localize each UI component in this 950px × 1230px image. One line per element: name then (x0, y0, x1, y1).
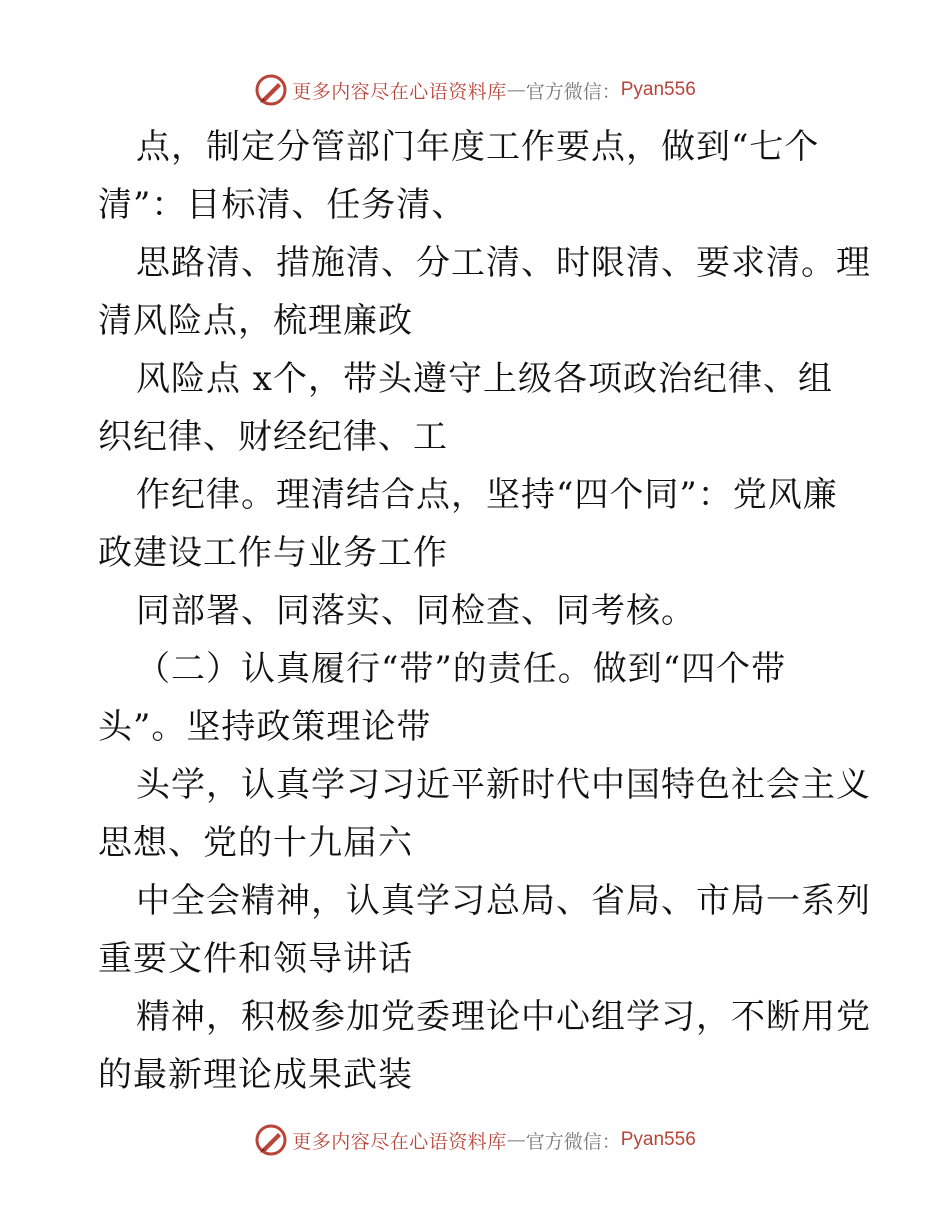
footer-brand-text: 更多内容尽在心语资料库 (292, 1130, 507, 1153)
text-line: 头”。坚持政策理论带 (98, 707, 432, 747)
text-line: 思路清、措施清、分工清、时限清、要求清。理 (136, 243, 871, 283)
text-line: 中全会精神，认真学习总局、省局、市局一系列 (136, 881, 871, 921)
document-body (98, 118, 871, 1104)
text-line: 织纪律、财经纪律、工 (98, 417, 448, 457)
text-line: 思想、党的十九届六 (98, 823, 413, 863)
header-brand-text: 更多内容尽在心语资料库 (292, 80, 507, 103)
header-watermark (0, 70, 950, 110)
text-line: 同部署、同落实、同检查、同考核。 (136, 591, 696, 631)
footer-wechat-id: Pyan556 (620, 1129, 696, 1150)
text-line: 点，制定分管部门年度工作要点，做到“七个 (136, 127, 820, 167)
text-line: 头学，认真学习习近平新时代中国特色社会主义 (136, 765, 871, 805)
pen-logo-icon (254, 73, 288, 107)
header-wechat-label: 官方微信： (525, 80, 621, 103)
text-line: 清风险点，梳理廉政 (98, 301, 413, 341)
pen-logo-icon (254, 1123, 288, 1157)
text-line: 清”：目标清、任务清、 (98, 185, 467, 225)
text-line: 的最新理论成果武装 (98, 1055, 413, 1095)
header-dash: — (506, 79, 526, 101)
text-line: 重要文件和领导讲话 (98, 939, 413, 979)
footer-dash: — (506, 1129, 526, 1151)
text-line: 精神，积极参加党委理论中心组学习，不断用党 (136, 997, 871, 1037)
text-line: 作纪律。理清结合点，坚持“四个同”：党风廉 (136, 475, 838, 515)
text-line: （二）认真履行“带”的责任。做到“四个带 (136, 649, 787, 689)
header-wechat-id: Pyan556 (620, 79, 696, 100)
text-line: 风险点 x个，带头遵守上级各项政治纪律、组 (136, 359, 833, 399)
text-line: 政建设工作与业务工作 (98, 533, 448, 573)
footer-wechat-label: 官方微信： (525, 1130, 621, 1153)
footer-watermark (0, 1120, 950, 1160)
